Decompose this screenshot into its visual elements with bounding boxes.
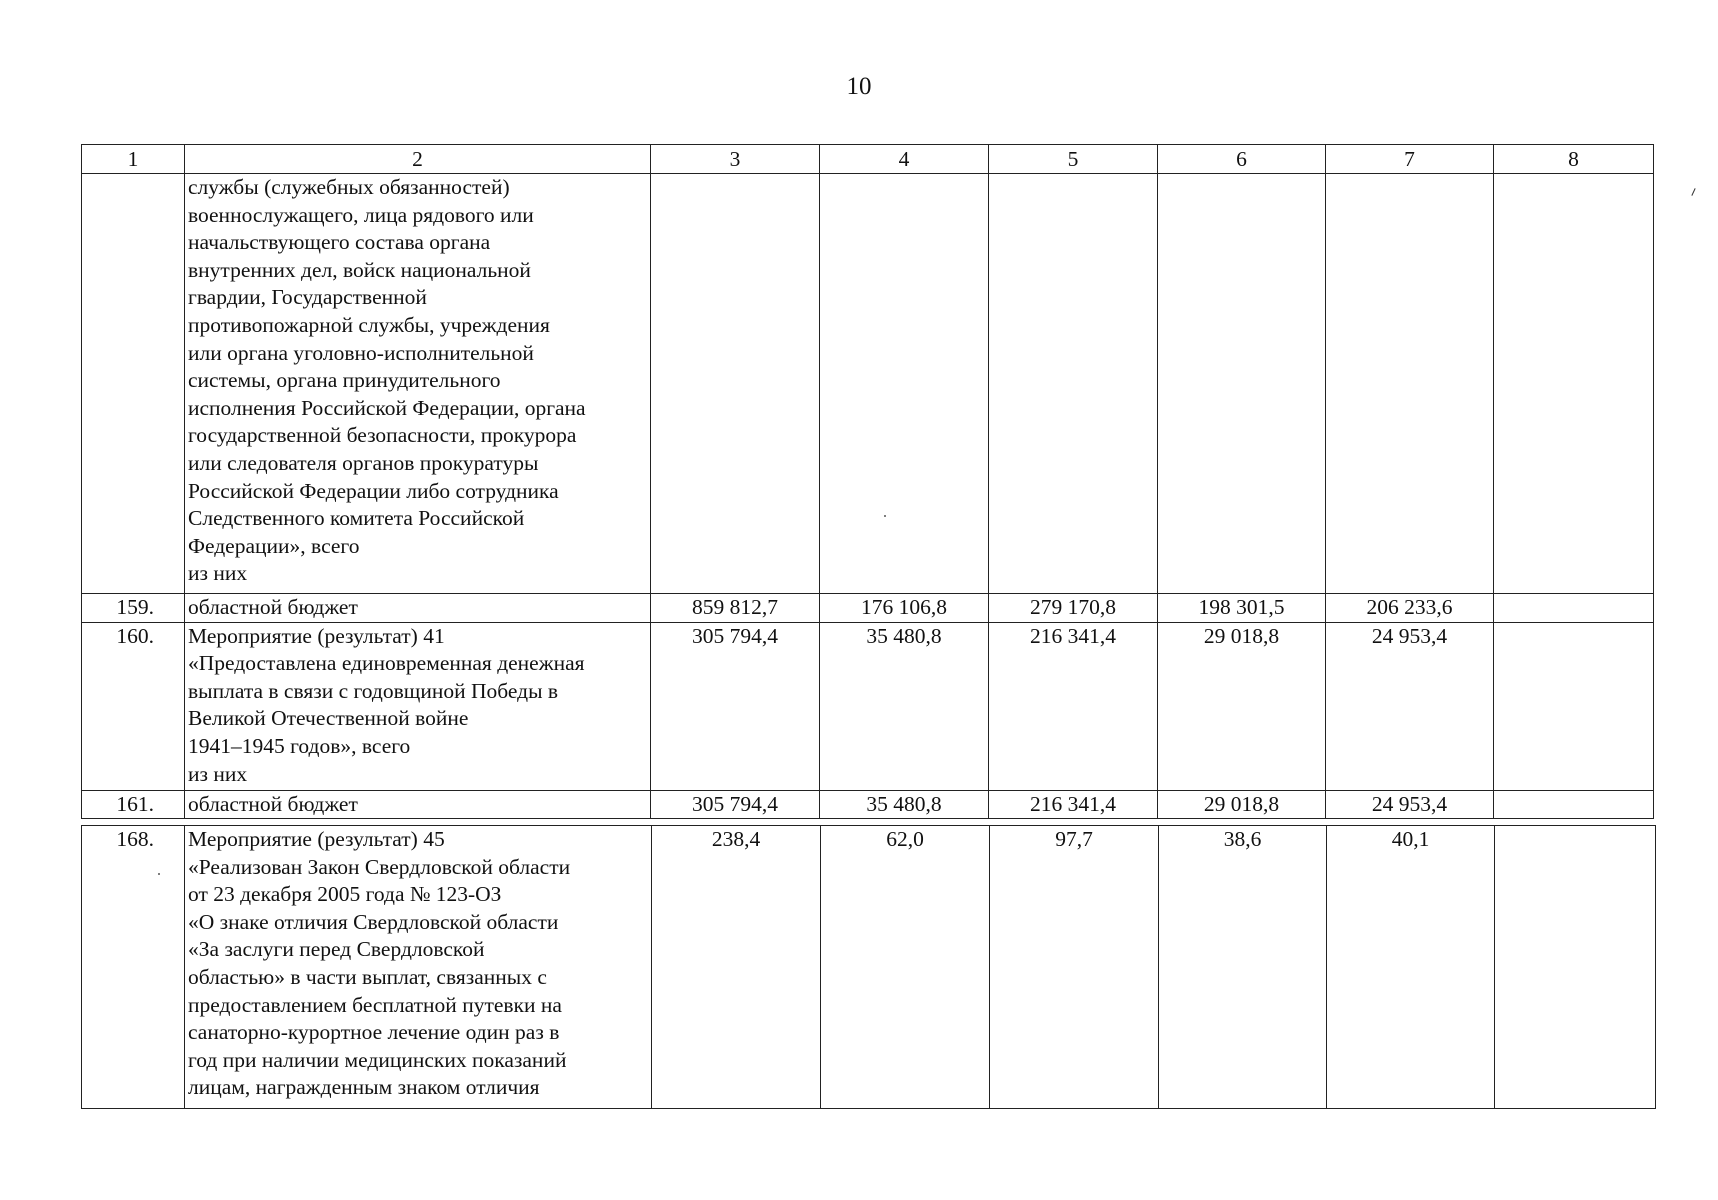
value-cell: 40,1 (1327, 826, 1495, 1109)
description-line: государственной безопасности, прокурора (188, 423, 577, 448)
column-header: 6 (1158, 145, 1326, 174)
budget-table (81, 144, 1654, 819)
description-line: Великой Отечественной войне (188, 706, 469, 731)
value-cell (1494, 594, 1654, 623)
page-number: 10 (846, 73, 872, 100)
value-cell: 198 301,5 (1158, 594, 1326, 623)
value-cell (651, 174, 820, 594)
description-line: «О знаке отличия Свердловской области (188, 909, 559, 934)
description-line: службы (служебных обязанностей) (188, 175, 510, 199)
value-cell (1495, 826, 1656, 1109)
description-line: выплата в связи с годовщиной Победы в (188, 678, 559, 703)
description-line: Федерации», всего (188, 533, 360, 558)
description-line: из них (188, 561, 248, 586)
column-header: 3 (651, 145, 820, 174)
row-description (185, 174, 651, 594)
description-line: предоставлением бесплатной путевки на (188, 992, 562, 1017)
scan-speck (158, 873, 160, 875)
description-line: санаторно-курортное лечение один раз в (188, 1020, 560, 1045)
description-line: начальствующего состава органа (188, 230, 491, 255)
value-cell: 24 953,4 (1326, 622, 1494, 790)
description-line: Мероприятие (результат) 41 (188, 623, 445, 648)
value-cell: 206 233,6 (1326, 594, 1494, 623)
description-line: гвардии, Государственной (188, 285, 427, 310)
description-line: областью» в части выплат, связанных с (188, 964, 547, 989)
row-number: 168. (82, 826, 185, 1109)
value-cell: 305 794,4 (651, 790, 820, 819)
column-header: 4 (820, 145, 989, 174)
description-line: от 23 декабря 2005 года № 123-ОЗ (188, 882, 502, 907)
row-description (185, 622, 651, 790)
value-cell (820, 174, 989, 594)
description-line: «За заслуги перед Свердловской (188, 937, 485, 962)
description-line: Следственного комитета Российской (188, 506, 525, 531)
description-line: Мероприятие (результат) 45 (188, 827, 445, 851)
value-cell: 35 480,8 (820, 622, 989, 790)
description-line: год при наличии медицинских показаний (188, 1047, 567, 1072)
description-line: военнослужащего, лица рядового или (188, 202, 534, 227)
description-line: исполнения Российской Федерации, органа (188, 395, 586, 420)
table-row-161 (82, 790, 1654, 819)
description-line: областной бюджет (188, 791, 358, 816)
scan-speck (884, 515, 886, 517)
value-cell: 216 341,4 (989, 622, 1158, 790)
value-cell: 279 170,8 (989, 594, 1158, 623)
column-header: 1 (82, 145, 185, 174)
table-row-159 (82, 594, 1654, 623)
description-line: 1941–1945 годов», всего (188, 733, 411, 758)
row-number: 160. (82, 622, 185, 790)
value-cell (1494, 174, 1654, 594)
description-line: или следователя органов прокуратуры (188, 450, 539, 475)
budget-table-continued (81, 825, 1656, 1109)
description-line: или органа уголовно-исполнительной (188, 340, 534, 365)
column-header: 7 (1326, 145, 1494, 174)
description-line: противопожарной службы, учреждения (188, 312, 550, 337)
value-cell: 38,6 (1159, 826, 1327, 1109)
row-number: 161. (82, 790, 185, 819)
description-line: системы, органа принудительного (188, 368, 501, 393)
value-cell: 62,0 (821, 826, 990, 1109)
value-cell (1494, 622, 1654, 790)
value-cell: 35 480,8 (820, 790, 989, 819)
scan-mark (1691, 188, 1695, 196)
value-cell: 859 812,7 (651, 594, 820, 623)
value-cell: 24 953,4 (1326, 790, 1494, 819)
description-line: областной бюджет (188, 595, 358, 619)
value-cell (1494, 790, 1654, 819)
table-row-168 (82, 826, 1656, 1109)
value-cell (1326, 174, 1494, 594)
column-header: 8 (1494, 145, 1654, 174)
column-header-row (82, 145, 1654, 174)
value-cell: 97,7 (990, 826, 1159, 1109)
value-cell: 238,4 (652, 826, 821, 1109)
value-cell (1158, 174, 1326, 594)
description-line: Российской Федерации либо сотрудника (188, 478, 559, 503)
value-cell: 305 794,4 (651, 622, 820, 790)
description-line: из них (188, 761, 248, 786)
column-header: 5 (989, 145, 1158, 174)
value-cell: 216 341,4 (989, 790, 1158, 819)
value-cell (989, 174, 1158, 594)
row-number-cell (82, 174, 185, 594)
row-description (185, 826, 652, 1109)
table-row-continuation (82, 174, 1654, 594)
table-row-160 (82, 622, 1654, 790)
value-cell: 29 018,8 (1158, 622, 1326, 790)
description-line: лицам, награжденным знаком отличия (188, 1075, 540, 1100)
description-line: «Реализован Закон Свердловской области (188, 854, 571, 879)
column-header: 2 (185, 145, 651, 174)
row-description (185, 790, 651, 819)
description-line: внутренних дел, войск национальной (188, 257, 531, 282)
row-description (185, 594, 651, 623)
row-number: 159. (82, 594, 185, 623)
description-line: «Предоставлена единовременная денежная (188, 651, 585, 676)
value-cell: 176 106,8 (820, 594, 989, 623)
value-cell: 29 018,8 (1158, 790, 1326, 819)
